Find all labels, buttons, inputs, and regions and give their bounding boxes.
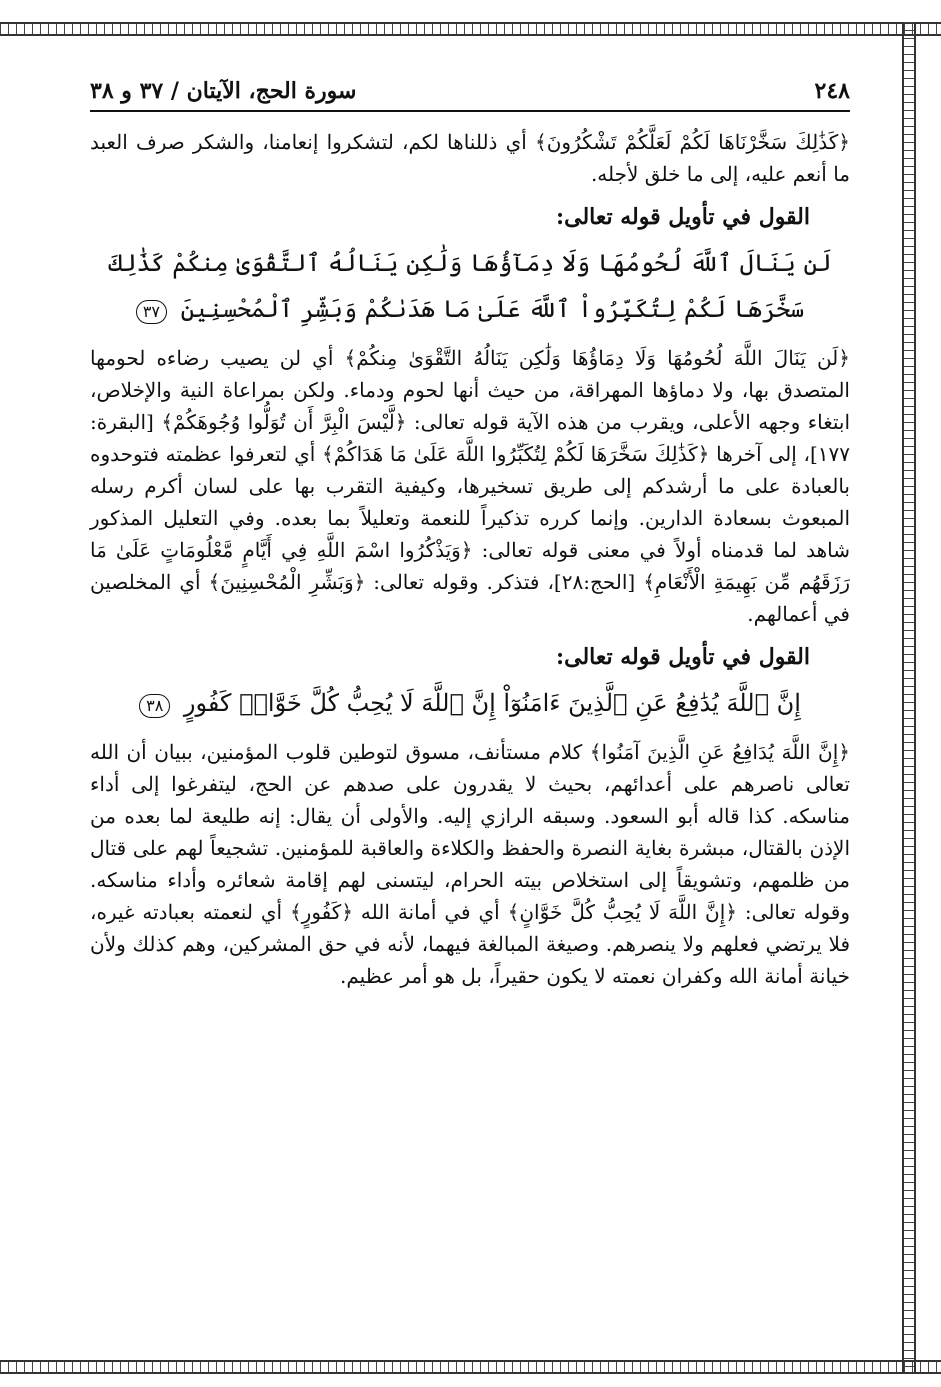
top-decorative-border [0, 22, 941, 36]
paragraph-3: ﴿إِنَّ اللَّهَ يُدَافِعُ عَنِ الَّذِينَ آمَنُوا﴾ كلام مستأنف، مسوق لتوطين قلوب المؤمنين، ببيان أن الله تعالى ناصرهم على أعدائهم، بحيث لا يقدرون على صدهم عن الحج، ليتفرغوا إلى أداء مناسكه. كذا قاله أبو السعود. وسبقه الرازي إليه. والأولى أن يقال: إنه طليعة لما بعده من الإذن بالقتال، مبشرة بغاية النصرة والحفظ والكلاءة والعاقبة للمؤمنين. تشجيعاً لهم على قتال من ظلمهم، وتشويقاً إلى استخلاص بيته الحرام، ليتسنى لهم إقامة شعائره وأداء مناسكه. وقوله تعالى: ﴿إِنَّ اللَّهَ لَا يُحِبُّ كُلَّ خَوَّانٍ﴾ أي في أمانة الله ﴿كَفُورٍ﴾ أي لنعمته بعبادته غيره، فلا يرتضي فعلهم ولا ينصرهم. وصيغة المبالغة فيهما، لأنه في حق المشركين، وهم كذلك ولأن خيانة أمانة الله وكفران نعمته لا يكون حقيراً، بل هو أمر عظيم. [90, 740, 850, 988]
verse-text: لَن يَنَالَ ٱللَّهَ لُحُومُهَا وَلَا دِمَآؤُهَا وَلَٰكِن يَنَالُهُ ٱلتَّقْوَىٰ مِنكُمْ كَذَٰلِكَ سَخَّرَهَا لَكُمْ لِتُكَبِّرُواْ ٱللَّهَ عَلَىٰ مَا هَدَىٰكُمْ وَبَشِّرِ ٱلْمُحْسِنِينَ [108, 249, 832, 323]
page-header [90, 78, 850, 112]
page-content [90, 78, 850, 992]
paragraph-2: ﴿لَن يَنَالَ اللَّهَ لُحُومُهَا وَلَا دِمَاؤُهَا وَلَٰكِن يَنَالُهُ التَّقْوَىٰ مِنكُمْ﴾ أي لن يصيب رضاءه لحومها المتصدق بها، ولا دماؤها المهراقة، من حيث أنها لحوم ودماء. ولكن بمراعاة النية والإخلاص، ابتغاء وجهه الأعلى، ويقرب من هذه الآية قوله تعالى: ﴿لَّيْسَ الْبِرَّ أَن تُوَلُّوا وُجُوهَكُمْ﴾ [البقرة: ١٧٧]، إلى آخرها ﴿كَذَٰلِكَ سَخَّرَهَا لَكُمْ لِتُكَبِّرُوا اللَّهَ عَلَىٰ مَا هَدَاكُمْ﴾ أي لتعرفوا عظمته فتوحدوه بالعبادة على ما أرشدكم إلى طريق تسخيرها، وكيفية التقرب بها على لسان أكرم رسله المبعوث بسعادة الدارين. وإنما كرره تذكيراً للنعمة وتعليلاً بما بعده. وفي التعليل المذكور شاهد لما قدمناه أولاً في معنى قوله تعالى: ﴿وَيَذْكُرُوا اسْمَ اللَّهِ فِي أَيَّامٍ مَّعْلُومَاتٍ عَلَىٰ مَا رَزَقَهُم مِّن بَهِيمَةِ الْأَنْعَامِ﴾ [الحج:٢٨]، فتذكر. وقوله تعالى: ﴿وَبَشِّرِ الْمُحْسِنِينَ﴾ أي المخلصين في أعمالهم. [90, 346, 850, 626]
verse-number-badge: ٣٨ [139, 694, 170, 718]
bottom-decorative-border [0, 1360, 941, 1374]
right-decorative-border [902, 22, 916, 1374]
page-number: ٢٤٨ [814, 78, 850, 104]
verse-text: إِنَّ ٱللَّهَ يُدَٰفِعُ عَنِ ٱلَّذِينَ ءَامَنُوٓاْ إِنَّ ٱللَّهَ لَا يُحِبُّ كُلَّ خَوَّانٖ كَفُورٍ [183, 689, 801, 717]
section-title-1: القول في تأويل قوله تعالى: [556, 204, 810, 230]
surah-title: سورة الحج، الآيتان / ٣٧ و ٣٨ [90, 78, 357, 104]
verse-37 [90, 240, 850, 332]
verse-38 [90, 680, 850, 726]
section-title-2: القول في تأويل قوله تعالى: [556, 644, 810, 670]
paragraph-1: ﴿كَذَٰلِكَ سَخَّرْنَاهَا لَكُمْ لَعَلَّكُمْ تَشْكُرُونَ﴾ أي ذللناها لكم، لتشكروا إنعامنا، والشكر صرف العبد ما أنعم عليه، إلى ما خلق لأجله. [90, 130, 850, 186]
verse-number-badge: ٣٧ [136, 300, 167, 324]
